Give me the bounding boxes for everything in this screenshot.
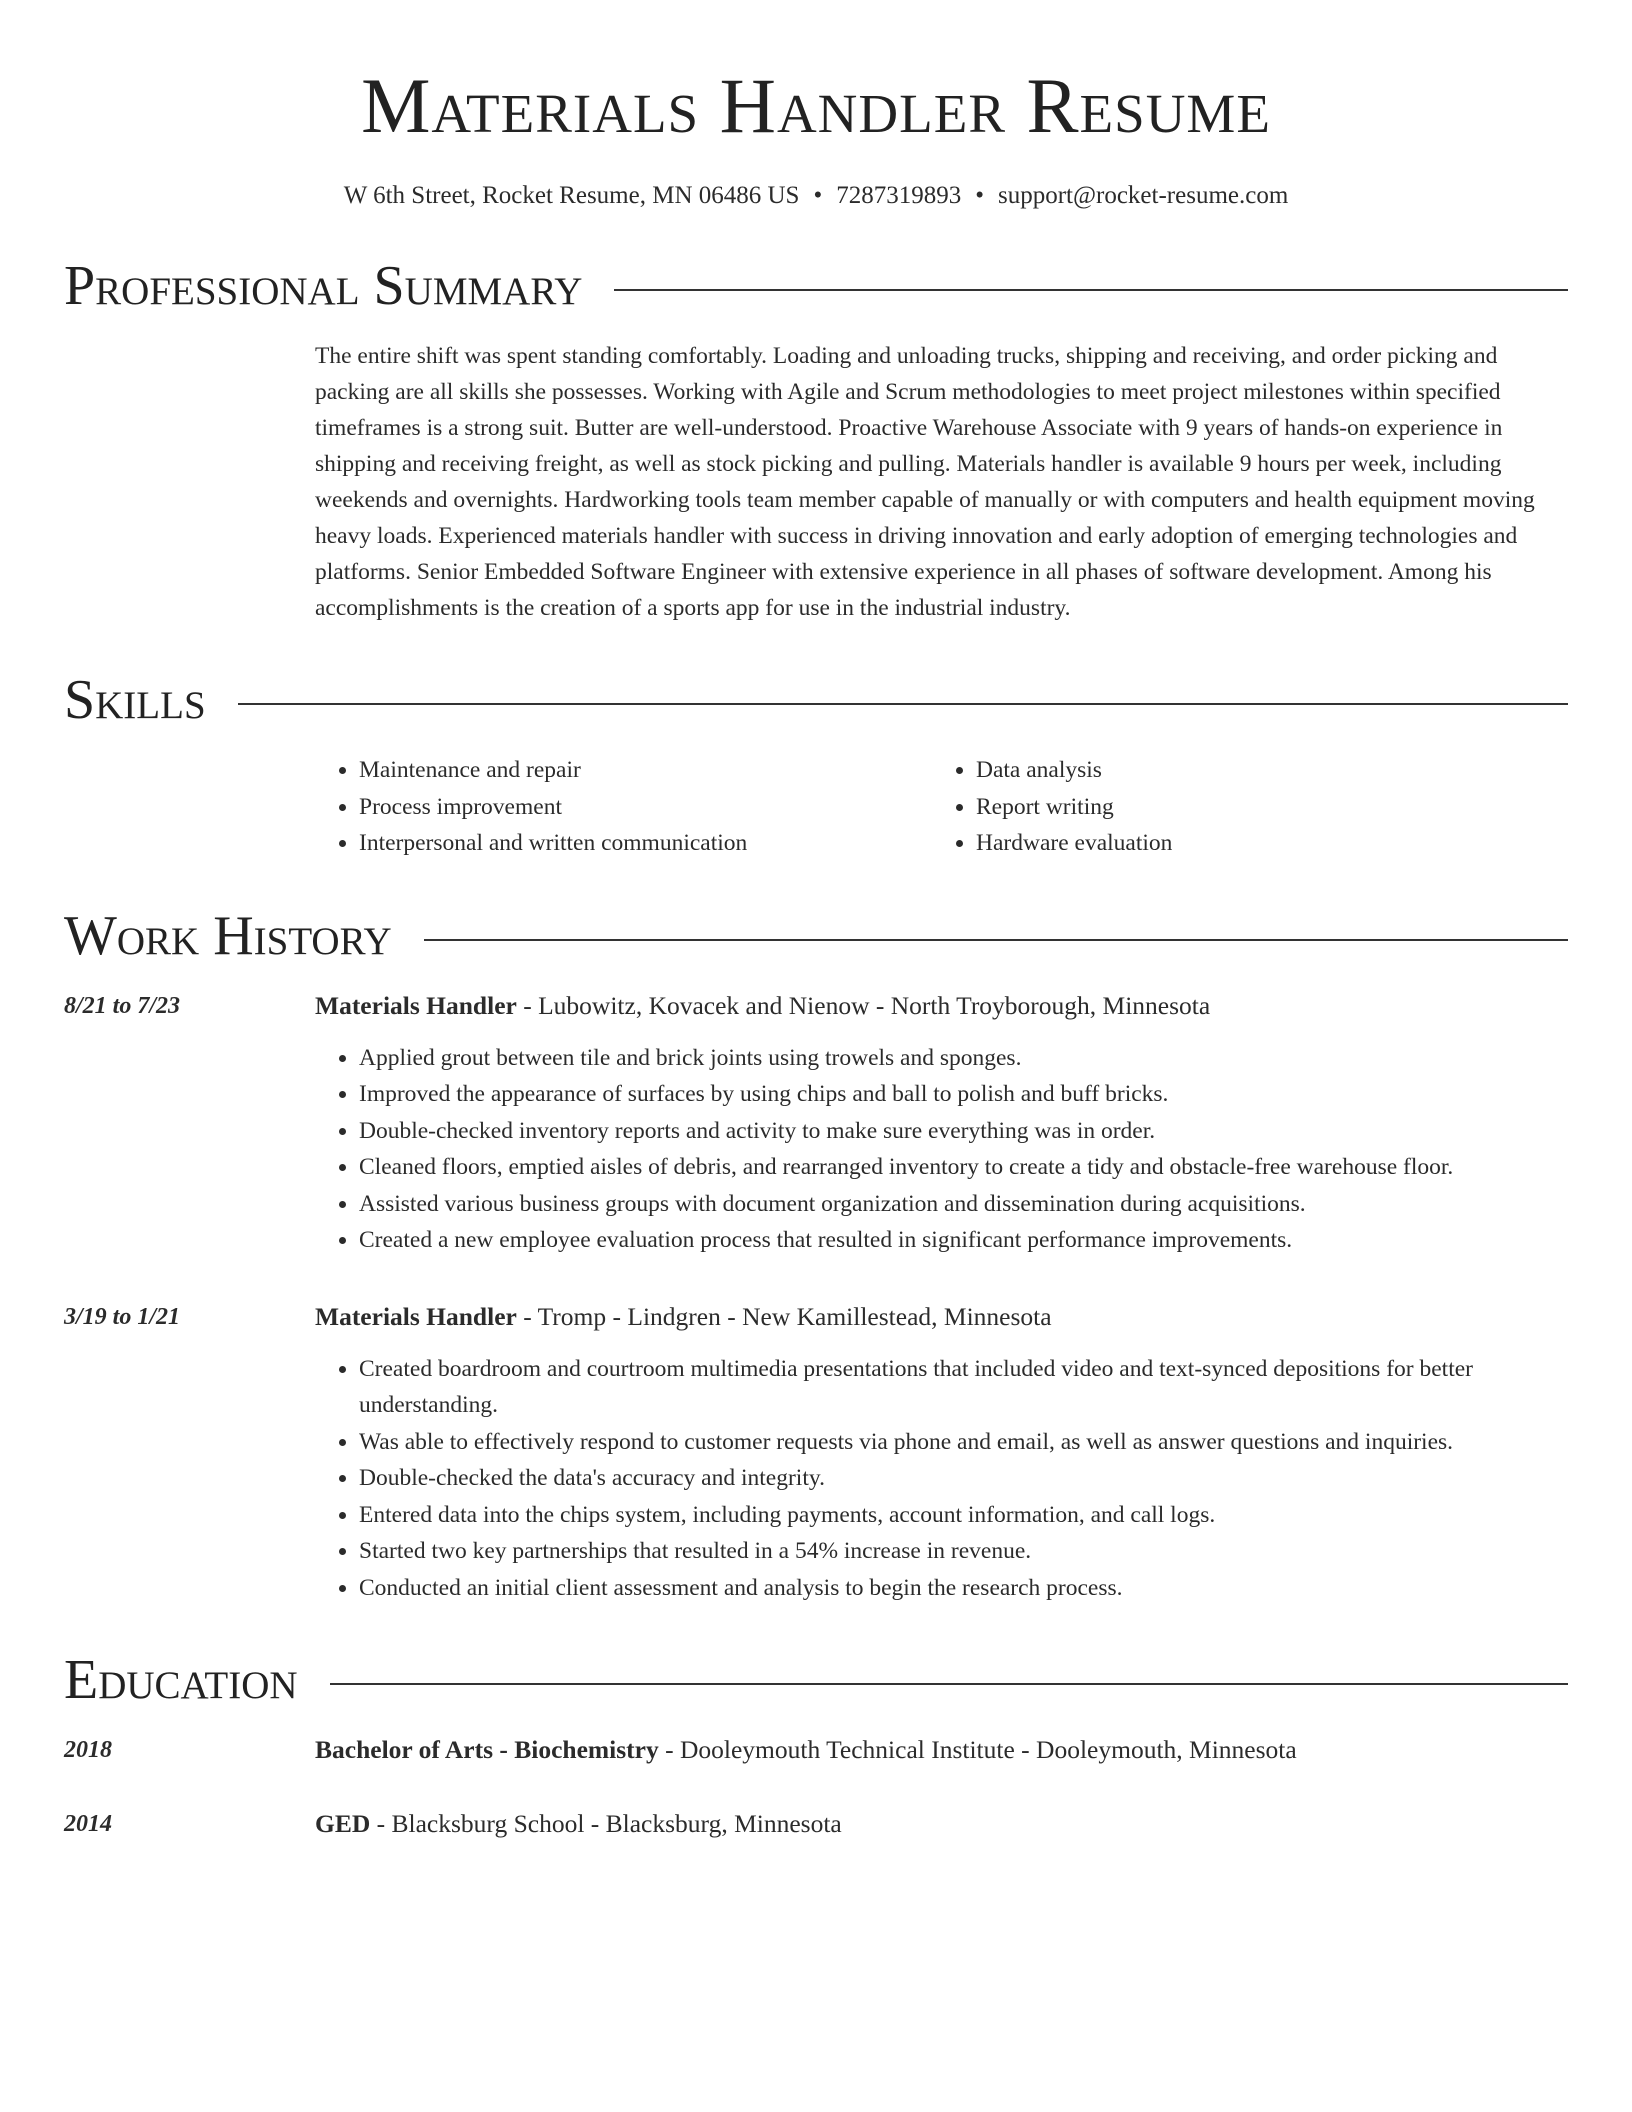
job-bullets xyxy=(315,1040,1568,1259)
job-heading xyxy=(315,1299,1568,1335)
job-bullet: • Was able to effectively respond to customer requests via phone and email, as well as answer questions and inquiries. xyxy=(359,1424,1568,1461)
job-entry xyxy=(64,1299,1568,1607)
contact-phone: 7287319893 xyxy=(836,182,962,209)
education-school: - Blacksburg School - Blacksburg, Minnesota xyxy=(370,1809,842,1838)
section-header-work xyxy=(64,906,1568,966)
section-divider xyxy=(238,703,1568,705)
job-bullet: • Double-checked inventory reports and activity to make sure everything was in order. xyxy=(359,1113,1568,1150)
section-title-skills: Skills xyxy=(64,669,206,731)
education-entry xyxy=(64,1806,1568,1842)
section-header-summary xyxy=(64,256,1568,316)
education-degree: GED xyxy=(315,1809,371,1838)
job-bullet: • Double-checked the data's accuracy and integrity. xyxy=(359,1460,1568,1497)
job-content xyxy=(315,1299,1568,1607)
skills-column-left xyxy=(315,752,932,862)
section-divider xyxy=(330,1683,1568,1685)
education-school: - Dooleymouth Technical Institute - Dooleymouth, Minnesota xyxy=(658,1735,1297,1764)
job-bullets xyxy=(315,1351,1568,1607)
job-entry xyxy=(64,988,1568,1259)
job-employer: - Tromp - Lindgren - New Kamillestead, Minnesota xyxy=(516,1301,1052,1331)
job-bullet: • Applied grout between tile and brick joints using trowels and sponges. xyxy=(359,1040,1568,1077)
job-dates: 8/21 to 7/23 xyxy=(64,992,181,1019)
job-content xyxy=(315,988,1568,1259)
section-divider xyxy=(614,289,1568,291)
contact-line xyxy=(64,180,1568,212)
contact-address: W 6th Street, Rocket Resume, MN 06486 US xyxy=(343,182,800,209)
education-degree: Bachelor of Arts - Biochemistry xyxy=(315,1735,659,1764)
skill-item: • Process improvement xyxy=(359,789,932,826)
job-bullet: • Created boardroom and courtroom multimedia presentations that included video and text-synced depositions for better understanding. xyxy=(359,1351,1568,1424)
section-header-education xyxy=(64,1650,1568,1710)
job-title: Materials Handler xyxy=(315,1301,517,1331)
skill-item: • Hardware evaluation xyxy=(976,825,1549,862)
job-title: Materials Handler xyxy=(315,990,517,1020)
summary-text: The entire shift was spent standing comfortably. Loading and unloading trucks, shipping and receiving, and order picking and packing are all skills she possesses. Working with Agile and Scrum methodologies to meet project milestones within specified timeframes is a strong suit. Butter are well-understood. Proactive Warehouse Associate with 9 years of hands-on experience in shipping and receiving freight, as well as stock picking and pulling. Materials handler is available 9 hours per week, including weekends and overnights. Hardworking tools team member capable of manually or with computers and health equipment moving heavy loads. Experienced materials handler with success in driving innovation and early adoption of emerging technologies and platforms. Senior Embedded Software Engineer with extensive experience in all phases of software development. Among his accomplishments is the creation of a sports app for use in the industrial industry. xyxy=(315,343,1535,621)
contact-separator: • xyxy=(813,182,823,209)
section-title-summary: Professional Summary xyxy=(64,255,583,317)
section-title-work: Work History xyxy=(64,904,392,967)
job-bullet: • Conducted an initial client assessment and analysis to begin the research process. xyxy=(359,1570,1568,1607)
education-heading xyxy=(315,1732,1568,1768)
job-bullet: • Created a new employee evaluation process that resulted in significant performance improvements. xyxy=(359,1222,1568,1259)
skill-item: • Maintenance and repair xyxy=(359,752,932,789)
education-year: 2018 xyxy=(64,1737,112,1763)
section-header-skills xyxy=(64,670,1568,730)
section-title-education: Education xyxy=(64,1649,298,1711)
skills-column-right xyxy=(932,752,1549,862)
job-bullet: • Improved the appearance of surfaces by using chips and ball to polish and buff bricks. xyxy=(359,1076,1568,1113)
job-bullet: • Started two key partnerships that resulted in a 54% increase in revenue. xyxy=(359,1533,1568,1570)
skill-item: • Data analysis xyxy=(976,752,1549,789)
skills-list xyxy=(315,752,1568,862)
section-divider xyxy=(424,939,1568,941)
skill-item: • Report writing xyxy=(976,789,1549,826)
skill-item: • Interpersonal and written communication xyxy=(359,825,932,862)
education-heading xyxy=(315,1806,1568,1842)
job-bullet: • Entered data into the chips system, including payments, account information, and call logs. xyxy=(359,1497,1568,1534)
job-heading xyxy=(315,988,1568,1024)
education-entry xyxy=(64,1732,1568,1768)
resume-title: Materials Handler Resume xyxy=(361,62,1271,149)
contact-email: support@rocket-resume.com xyxy=(997,182,1289,209)
job-bullet: • Cleaned floors, emptied aisles of debris, and rearranged inventory to create a tidy and obstacle-free warehouse floor. xyxy=(359,1149,1568,1186)
job-employer: - Lubowitz, Kovacek and Nienow - North Troyborough, Minnesota xyxy=(516,990,1211,1020)
job-bullet: • Assisted various business groups with document organization and dissemination during acquisitions. xyxy=(359,1186,1568,1223)
job-dates: 3/19 to 1/21 xyxy=(64,1303,181,1330)
contact-separator: • xyxy=(975,182,984,209)
education-year: 2014 xyxy=(64,1811,112,1837)
